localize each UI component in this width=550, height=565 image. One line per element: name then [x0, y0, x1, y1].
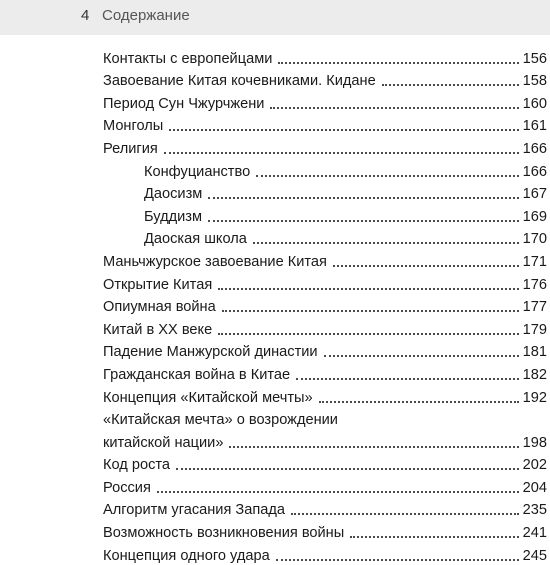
- leader-dots: [256, 175, 518, 177]
- toc-entry-title: Завоевание Китая кочевниками. Кидане: [103, 73, 376, 90]
- toc-entry-title-line1: «Китайская мечта» о возрождении: [103, 412, 338, 429]
- toc-entry-title: Контакты с европейцами: [103, 50, 273, 67]
- toc-entry-page: 182: [522, 366, 547, 383]
- toc-entry[interactable]: [103, 294, 547, 317]
- page-number: 4: [81, 7, 90, 24]
- toc-entry[interactable]: [103, 248, 547, 271]
- toc-entry[interactable]: [103, 113, 547, 136]
- toc-entry-title: Гражданская война в Китае: [103, 366, 291, 383]
- toc-entry-title: Монголы: [103, 118, 164, 135]
- toc-entry-page: 169: [522, 208, 547, 225]
- toc-entry[interactable]: [103, 497, 547, 520]
- leader-dots: [164, 152, 519, 154]
- leader-dots: [333, 265, 519, 267]
- toc-subentry[interactable]: [103, 181, 547, 204]
- leader-dots: [169, 129, 518, 131]
- toc-entry[interactable]: [103, 384, 547, 407]
- leader-dots: [222, 310, 519, 312]
- leader-dots: [276, 559, 519, 561]
- toc-entry-title: Буддизм: [144, 208, 202, 225]
- toc-entry-page: 235: [522, 502, 547, 519]
- toc-subentry[interactable]: [103, 226, 547, 249]
- leader-dots: [218, 288, 518, 290]
- toc-entry[interactable]: [103, 519, 547, 542]
- toc-entry-title: Китай в XX веке: [103, 321, 213, 338]
- toc-entry[interactable]: [103, 361, 547, 384]
- toc-subentry[interactable]: [103, 158, 547, 181]
- toc-entry-title: Алгоритм угасания Запада: [103, 502, 285, 519]
- toc-entry-page: 160: [522, 95, 547, 112]
- toc-entry[interactable]: [103, 90, 547, 113]
- toc-entry[interactable]: [103, 474, 547, 497]
- toc-entry-page: 204: [522, 479, 547, 496]
- leader-dots: [278, 62, 518, 64]
- toc-entry[interactable]: [103, 316, 547, 339]
- leader-dots: [296, 378, 518, 380]
- leader-dots: [157, 491, 519, 493]
- table-of-contents: [103, 45, 547, 565]
- leader-dots: [270, 107, 518, 109]
- toc-entry-title: Открытие Китая: [103, 276, 213, 293]
- toc-entry-page: 198: [522, 434, 547, 451]
- toc-entry-title: Маньчжурское завоевание Китая: [103, 253, 327, 270]
- toc-entry-title: Россия: [103, 479, 151, 496]
- section-title: Содержание: [102, 7, 190, 24]
- leader-dots: [218, 333, 518, 335]
- toc-entry-page: 158: [522, 73, 547, 90]
- toc-entry-page: 170: [522, 231, 547, 248]
- toc-entry-page: 202: [522, 457, 547, 474]
- toc-entry-first-line[interactable]: [103, 407, 547, 430]
- toc-entry[interactable]: [103, 68, 547, 91]
- toc-entry-title: Опиумная война: [103, 299, 216, 316]
- toc-entry-page: 166: [522, 140, 547, 157]
- toc-entry-page: 166: [522, 163, 547, 180]
- toc-entry-title: Код роста: [103, 457, 171, 474]
- toc-entry-page: 176: [522, 276, 547, 293]
- toc-entry-title: Даосизм: [144, 186, 203, 203]
- toc-entry-title: Даоская школа: [144, 231, 247, 248]
- leader-dots: [324, 355, 519, 357]
- leader-dots: [176, 468, 519, 470]
- leader-dots: [229, 446, 518, 448]
- toc-subentry[interactable]: [103, 203, 547, 226]
- toc-entry[interactable]: [103, 45, 547, 68]
- leader-dots: [253, 242, 519, 244]
- toc-entry[interactable]: [103, 429, 547, 452]
- toc-entry-page: 167: [522, 186, 547, 203]
- toc-entry[interactable]: [103, 542, 547, 565]
- leader-dots: [319, 401, 519, 403]
- leader-dots: [382, 84, 519, 86]
- toc-entry-page: 192: [522, 389, 547, 406]
- toc-entry-title: Период Сун Чжурчжени: [103, 95, 265, 112]
- leader-dots: [350, 536, 518, 538]
- toc-entry-page: 171: [522, 253, 547, 270]
- toc-entry-page: 177: [522, 299, 547, 316]
- toc-entry[interactable]: [103, 339, 547, 362]
- toc-entry-title: Концепция «Китайской мечты»: [103, 389, 313, 406]
- toc-entry-page: 181: [522, 344, 547, 361]
- toc-entry-title: Возможность возникновения войны: [103, 525, 345, 542]
- toc-entry-title: Концепция одного удара: [103, 547, 270, 564]
- toc-entry[interactable]: [103, 271, 547, 294]
- toc-entry-page: 241: [522, 525, 547, 542]
- leader-dots: [208, 220, 519, 222]
- toc-entry-page: 161: [522, 118, 547, 135]
- toc-entry-title: Конфуцианство: [144, 163, 251, 180]
- toc-entry-title: Религия: [103, 140, 158, 157]
- leader-dots: [291, 513, 519, 515]
- toc-entry-page: 245: [522, 547, 547, 564]
- toc-entry-page: 156: [522, 50, 547, 67]
- toc-entry-page: 179: [522, 321, 547, 338]
- toc-entry-title: Падение Манжурской династии: [103, 344, 318, 361]
- toc-entry[interactable]: [103, 452, 547, 475]
- leader-dots: [208, 197, 518, 199]
- toc-entry[interactable]: [103, 135, 547, 158]
- toc-entry-title: китайской нации»: [103, 434, 224, 451]
- page-header: [0, 0, 550, 35]
